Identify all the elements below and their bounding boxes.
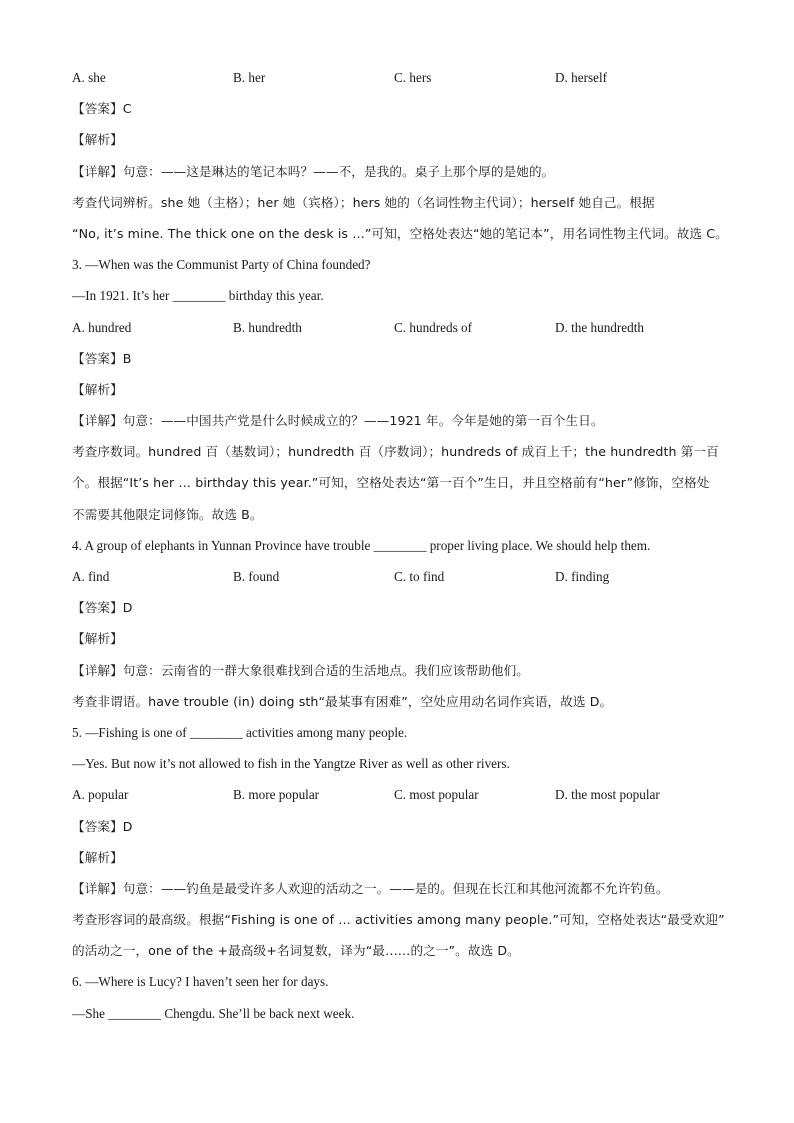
q4-explain-line-1: 考查非谓语。have trouble (in) doing sth“最某事有困难”，空处应用动名词作宾语，故选 D。 xyxy=(72,693,613,709)
option-d: D. finding xyxy=(555,569,610,584)
option-a: A. find xyxy=(72,569,110,584)
q3-explain-line-2: 个。根据“It’s her … birthday this year.”可知，空格处表达“第一百个”生日，并且空格前有“her”修饰，空格处 xyxy=(72,475,710,491)
q5-analysis-label: 【解析】 xyxy=(72,849,123,865)
option-c: C. hundreds of xyxy=(394,319,473,335)
q5-detail: 【详解】句意：——钓鱼是最受许多人欢迎的活动之一。——是的。但现在长江和其他河流都不允许钓鱼。 xyxy=(72,880,669,896)
option-a: A. she xyxy=(72,70,106,85)
q3-stem-line-2: —In 1921. It’s her ________ birthday this year. xyxy=(72,288,324,304)
option-d: D. herself xyxy=(555,70,607,85)
q3-explain-line-3: 不需要其他限定词修饰。故选 B。 xyxy=(72,506,263,522)
q5-options xyxy=(72,779,732,810)
q4-answer: 【答案】D xyxy=(72,600,133,616)
q2-options xyxy=(72,62,732,93)
q4-stem-line-1: 4. A group of elephants in Yunnan Province have trouble ________ proper living place. We should help them. xyxy=(72,537,651,553)
q2-explain-line-2: “No, it’s mine. The thick one on the desk is …”可知，空格处表达“她的笔记本”，用名词性物主代词。故选 C。 xyxy=(72,225,728,241)
q5-stem-line-2: —Yes. But now it’s not allowed to fish in the Yangtze River as well as other rivers. xyxy=(72,756,510,772)
option-b: B. found xyxy=(233,569,280,584)
option-a: A. popular xyxy=(72,787,129,803)
option-b: B. hundredth xyxy=(233,319,302,335)
q2-detail: 【详解】句意：——这是琳达的笔记本吗？——不，是我的。桌子上那个厚的是她的。 xyxy=(72,163,555,179)
option-b: B. more popular xyxy=(233,787,320,803)
q3-explain-line-1: 考查序数词。hundred 百（基数词）；hundredth 百（序数词）；hundreds of 成百上千；the hundredth 第一百 xyxy=(72,444,719,460)
option-d: D. the most popular xyxy=(555,787,660,803)
q4-detail: 【详解】句意：云南省的一群大象很难找到合适的生活地点。我们应该帮助他们。 xyxy=(72,662,529,678)
option-c: C. most popular xyxy=(394,787,479,803)
q3-options xyxy=(72,312,732,343)
q3-detail: 【详解】句意：——中国共产党是什么时候成立的？——1921 年。今年是她的第一百个生日。 xyxy=(72,413,604,429)
q6-stem-line-1: 6. —Where is Lucy? I haven’t seen her for days. xyxy=(72,974,329,990)
q2-explain-line-1: 考查代词辨析。she 她（主格）；her 她（宾格）；hers 她的（名词性物主代词）；herself 她自己。根据 xyxy=(72,194,655,210)
q5-explain-line-2: 的活动之一，one of the +最高级+名词复数，译为“最……的之一”。故选 D。 xyxy=(72,943,520,959)
q6-stem-line-2: —She ________ Chengdu. She’ll be back next week. xyxy=(72,1005,355,1021)
q3-stem-line-1: 3. —When was the Communist Party of China founded? xyxy=(72,257,371,273)
q4-analysis-label: 【解析】 xyxy=(72,631,123,647)
q5-answer: 【答案】D xyxy=(72,818,133,834)
option-d: D. the hundredth xyxy=(555,319,644,335)
option-b: B. her xyxy=(233,70,266,85)
q5-explain-line-1: 考查形容词的最高级。根据“Fishing is one of … activities among many people.”可知，空格处表达“最受欢迎” xyxy=(72,912,725,928)
document-page xyxy=(72,62,732,1029)
q5-stem-line-1: 5. —Fishing is one of ________ activities among many people. xyxy=(72,724,408,740)
q3-answer: 【答案】B xyxy=(72,350,132,366)
option-a: A. hundred xyxy=(72,319,132,335)
option-c: C. to find xyxy=(394,569,445,584)
q2-analysis-label: 【解析】 xyxy=(72,132,123,148)
option-c: C. hers xyxy=(394,70,432,85)
q4-options xyxy=(72,561,732,592)
q3-analysis-label: 【解析】 xyxy=(72,381,123,397)
q2-answer: 【答案】C xyxy=(72,101,132,117)
